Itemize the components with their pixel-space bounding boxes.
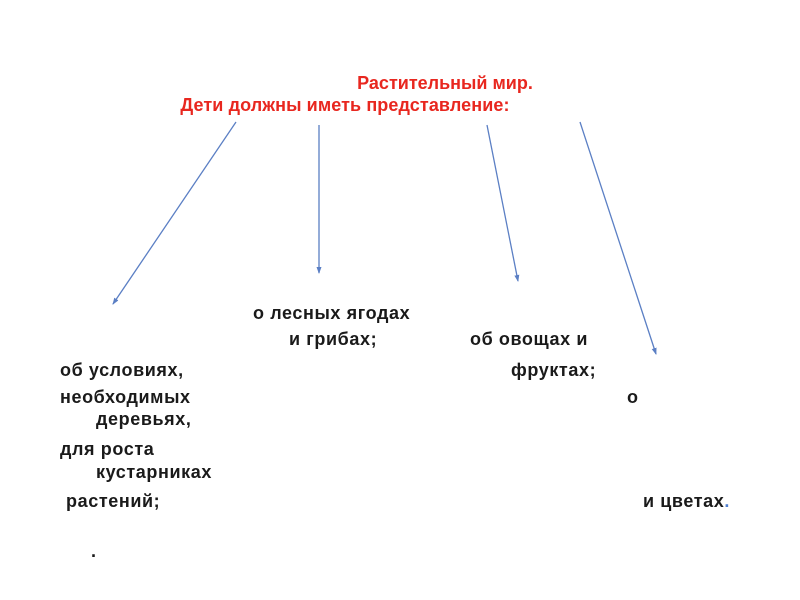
slide-title [0,72,800,116]
trees-line-1: о [627,387,639,407]
title-line-1: Растительный мир. [357,73,533,93]
stray-dot: . [91,541,97,561]
vegetables-line-1: об овощах и [470,329,589,349]
conditions-line-3: для роста [60,439,155,459]
berries-line-1: о лесных ягодах [253,303,411,323]
conditions-line-4: растений; [66,491,161,511]
berries-line-2: и грибах; [289,329,378,349]
conditions-line-2: необходимых [60,387,191,407]
trees-line-3: кустарниках [96,462,212,482]
title-line-2: Дети должны иметь представление: [180,95,510,115]
arrow-to-trees [580,122,656,354]
arrow-to-conditions [113,122,236,304]
trees-end-dot: . [724,491,730,511]
trees-line-4-text: и цветах [643,491,725,511]
trees-line-4 [643,490,730,512]
vegetables-line-2: фруктах; [511,360,597,380]
trees-line-2: деревьях, [96,409,192,429]
arrow-to-vegetables [487,125,518,281]
conditions-line-1: об условиях, [60,360,184,380]
